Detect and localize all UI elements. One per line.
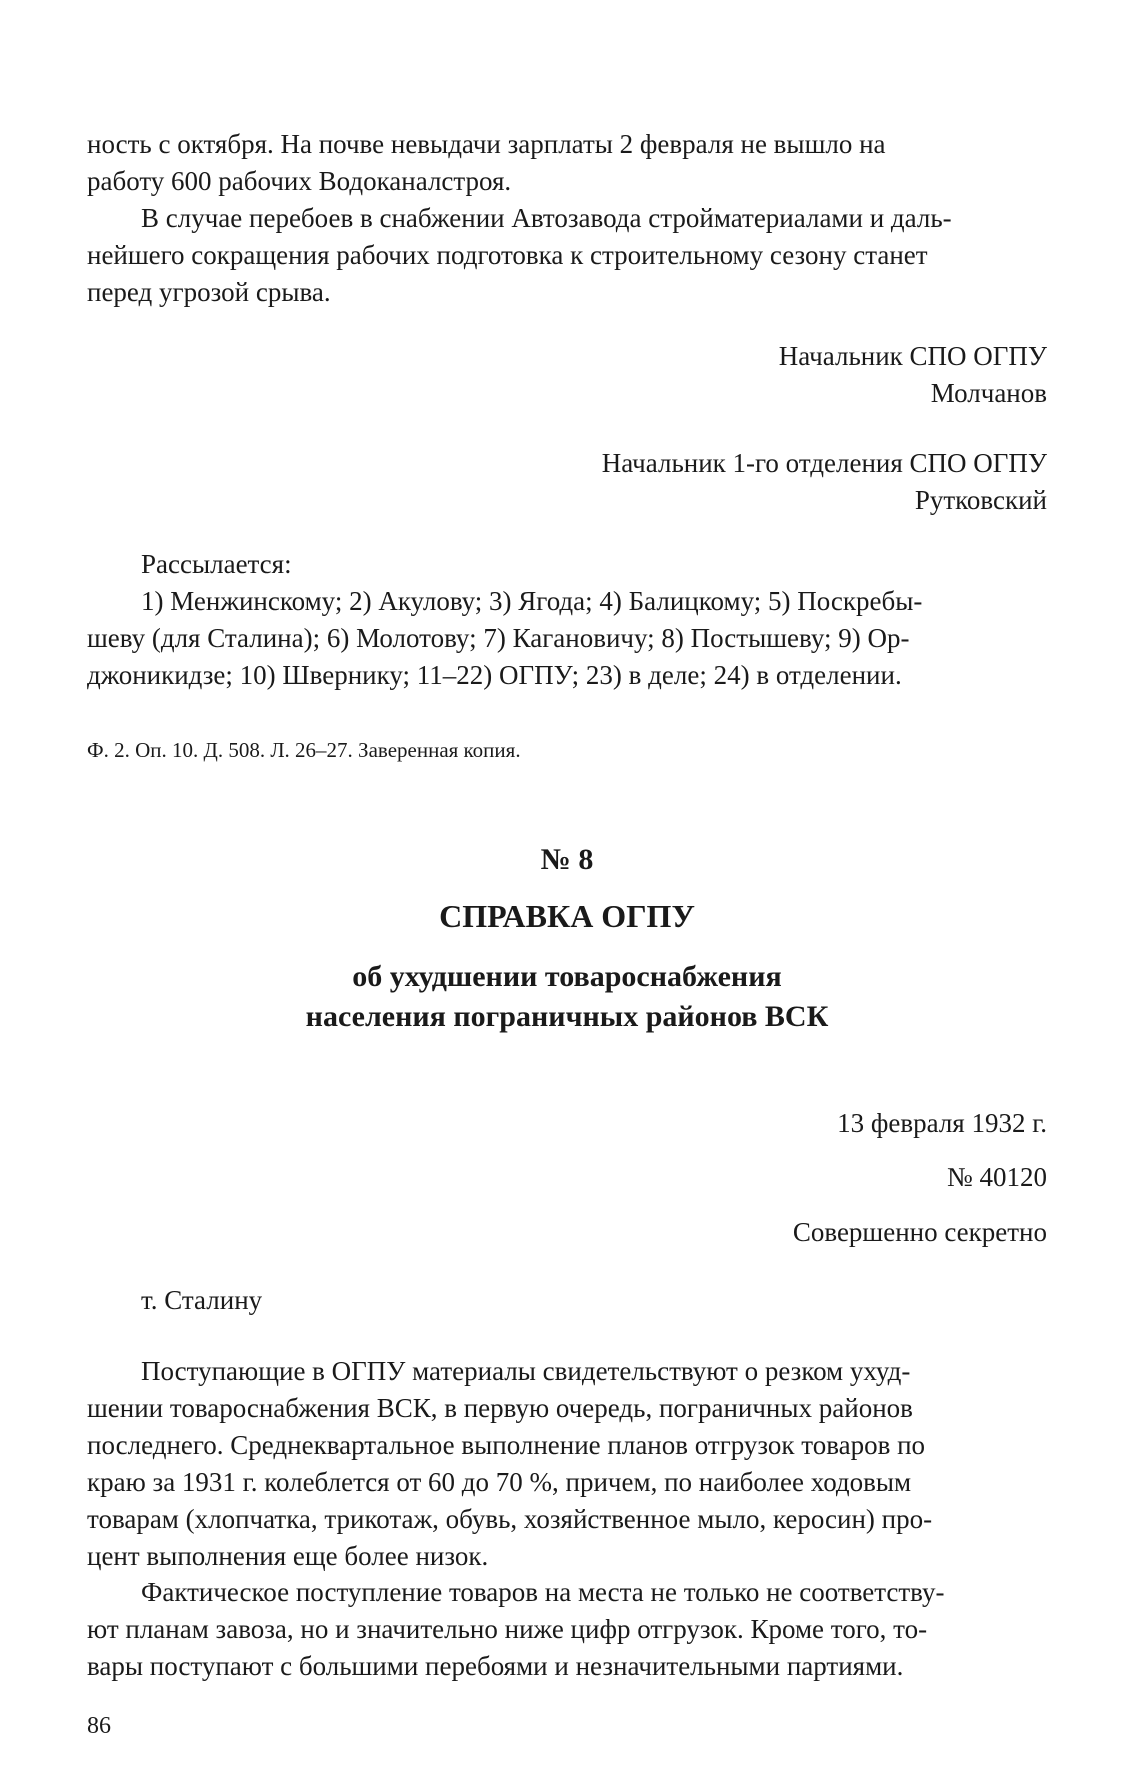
text-line: шеву (для Сталина); 6) Молотову; 7) Кагановичу; 8) Постышеву; 9) Ор- [87, 623, 910, 653]
archive-reference: Ф. 2. Оп. 10. Д. 508. Л. 26–27. Заверенная копия. [87, 738, 521, 762]
text-line: ность с октября. На почве невыдачи зарплаты 2 февраля не вышло на [87, 129, 886, 159]
text-line: вары поступают с большими перебоями и незначительными партиями. [87, 1651, 904, 1681]
text-line: товарам (хлопчатка, трикотаж, обувь, хозяйственное мыло, керосин) про- [87, 1504, 933, 1534]
classification-stamp: Совершенно секретно [792, 1217, 1047, 1247]
text-line: 1) Менжинскому; 2) Акулову; 3) Ягода; 4) Балицкому; 5) Поскребы- [141, 586, 923, 616]
text-line: последнего. Среднеквартальное выполнение планов отгрузок товаров по [87, 1430, 926, 1460]
signature-name: Молчанов [930, 378, 1047, 408]
intro-paragraph-1 [87, 126, 1047, 200]
text-line: джоникидзе; 10) Швернику; 11–22) ОГПУ; 23) в деле; 24) в отделении. [87, 660, 902, 690]
text-line: перед угрозой срыва. [87, 277, 331, 307]
text-line: шении товароснабжения ВСК, в первую очередь, пограничных районов [87, 1393, 913, 1423]
document-subject [87, 957, 1047, 1037]
page-number: 86 [87, 1713, 111, 1739]
signature-title: Начальник 1-го отделения СПО ОГПУ [601, 448, 1047, 478]
signature-block-1 [87, 338, 1047, 412]
body-paragraph-1 [87, 1353, 1047, 1575]
body-paragraph-2 [87, 1574, 1047, 1685]
subject-line: об ухудшении товароснабжения [352, 960, 782, 993]
signature-title: Начальник СПО ОГПУ [778, 341, 1047, 371]
signature-name: Рутковский [914, 485, 1047, 515]
text-line: В случае перебоев в снабжении Автозавода стройматериалами и даль- [141, 203, 952, 233]
text-line: Фактическое поступление товаров на места не только не соответству- [141, 1577, 945, 1607]
document-type: СПРАВКА ОГПУ [439, 898, 695, 934]
text-line: Поступающие в ОГПУ материалы свидетельствуют о резком ухуд- [141, 1356, 911, 1386]
addressee: т. Сталину [141, 1285, 263, 1315]
subject-line: населения пограничных районов ВСК [305, 1000, 829, 1033]
text-line: ют планам завоза, но и значительно ниже цифр отгрузок. Кроме того, то- [87, 1614, 928, 1644]
document-number: № 8 [540, 843, 594, 876]
document-reg-number: № 40120 [946, 1162, 1047, 1192]
distribution-label: Рассылается: [141, 549, 292, 579]
distribution-block [87, 546, 1047, 694]
text-line: работу 600 рабочих Водоканалстроя. [87, 166, 512, 196]
intro-paragraph-2 [87, 200, 1047, 311]
text-line: краю за 1931 г. колеблется от 60 до 70 %, причем, по наиболее ходовым [87, 1467, 912, 1497]
document-date: 13 февраля 1932 г. [837, 1108, 1047, 1138]
signature-block-2 [87, 445, 1047, 519]
text-line: цент выполнения еще более низок. [87, 1541, 489, 1571]
text-line: нейшего сокращения рабочих подготовка к строительному сезону станет [87, 240, 928, 270]
